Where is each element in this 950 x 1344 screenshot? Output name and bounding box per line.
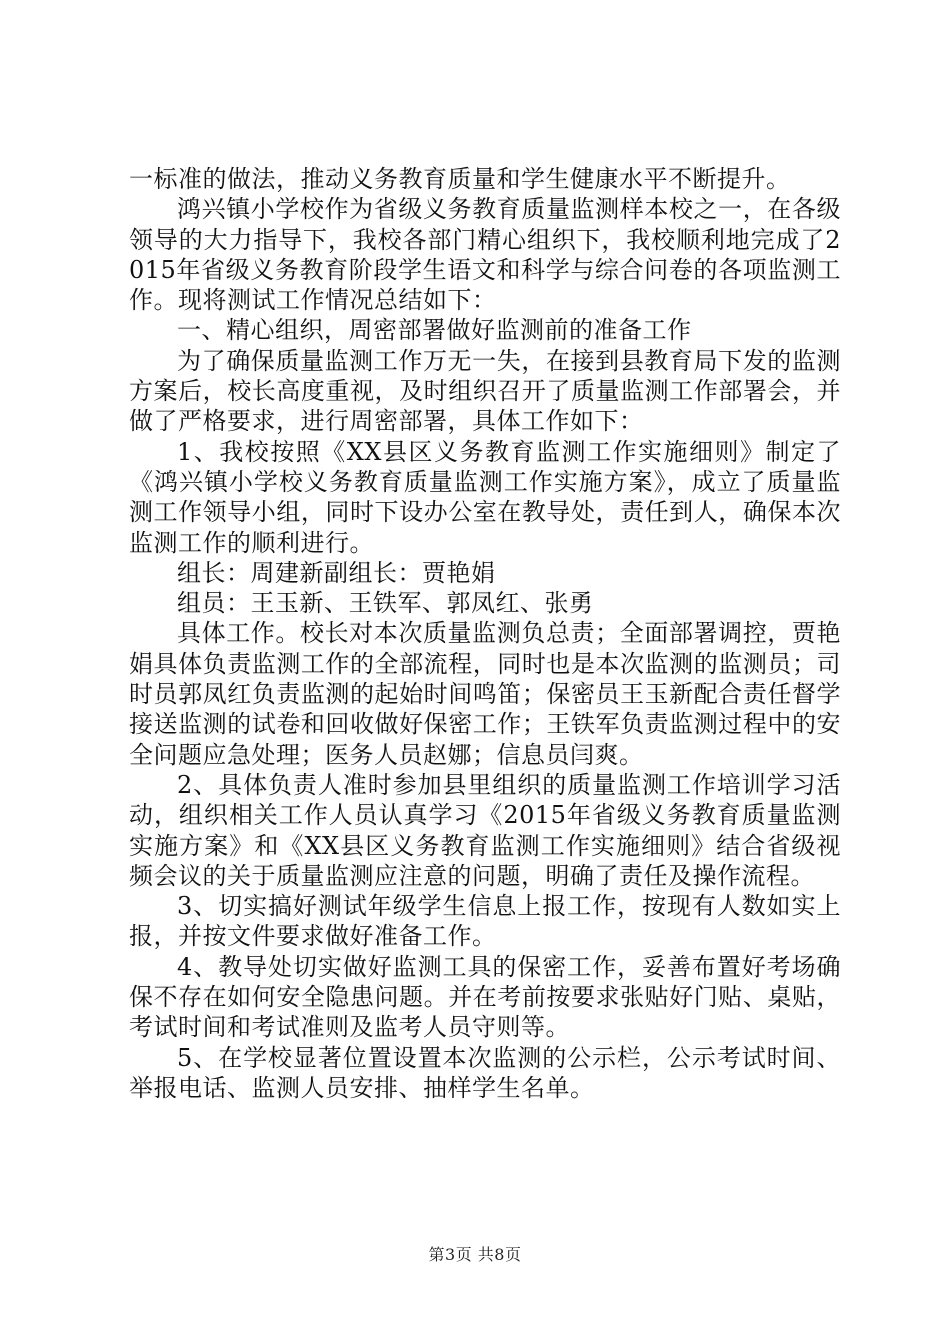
- section-heading: 一、精心组织，周密部署做好监测前的准备工作: [177, 316, 692, 345]
- list-item-4: 4、教导处切实做好监测工具的保密工作，妥善布置好考场确保不存在如何安全隐患问题。并在考前按要求张贴好门贴、桌贴，考试时间和考试准则及监考人员守则等。: [129, 952, 841, 1042]
- paragraph-continuation: 一标准的做法，推动义务教育质量和学生健康水平不断提升。: [129, 165, 791, 193]
- paragraph-preparation: 为了确保质量监测工作万无一失，在接到县教育局下发的监测方案后，校长高度重视，及时组织召开了质量监测工作部署会，并做了严格要求，进行周密部署，具体工作如下：: [129, 346, 841, 436]
- list-item-2: 2、具体负责人准时参加县里组织的质量监测工作培训学习活动，组织相关工作人员认真学习《2015年省级义务教育质量监测实施方案》和《XX县区义务教育监测工作实施细则》结合省级视频会议的关于质量监测应注意的问题，明确了责任及操作流程。: [129, 770, 841, 890]
- paragraph-introduction: 鸿兴镇小学校作为省级义务教育质量监测样本校之一，在各级领导的大力指导下，我校各部门精心组织下，我校顺利地完成了2015年省级义务教育阶段学生语文和科学与综合问卷的各项监测工作。现将测试工作情况总结如下：: [129, 195, 841, 315]
- team-members: 组员：王玉新、王铁军、郭凤红、张勇: [177, 589, 594, 618]
- page-number-footer: 第3页 共8页: [428, 1245, 522, 1264]
- team-leaders: 组长：周建新副组长：贾艳娟: [177, 558, 496, 587]
- list-item-1: 1、我校按照《XX县区义务教育监测工作实施细则》制定了《鸿兴镇小学校义务教育质量监测工作实施方案》，成立了质量监测工作领导小组，同时下设办公室在教导处，责任到人，确保本次监测工作的顺利进行。: [129, 437, 841, 557]
- list-item-3: 3、切实搞好测试年级学生信息上报工作，按现有人数如实上报，并按文件要求做好准备工作。: [129, 892, 841, 951]
- paragraph-responsibilities: 具体工作。校长对本次质量监测负总责；全面部署调控，贾艳娟具体负责监测工作的全部流程，同时也是本次监测的监测员；司时员郭凤红负责监测的起始时间鸣笛；保密员王玉新配合责任督学接送监测的试卷和回收做好保密工作；王铁军负责监测过程中的安全问题应急处理；医务人员赵娜；信息员闫爽。: [129, 619, 841, 769]
- list-item-5: 5、在学校显著位置设置本次监测的公示栏，公示考试时间、举报电话、监测人员安排、抽样学生名单。: [129, 1043, 841, 1102]
- document-body: [129, 164, 841, 1103]
